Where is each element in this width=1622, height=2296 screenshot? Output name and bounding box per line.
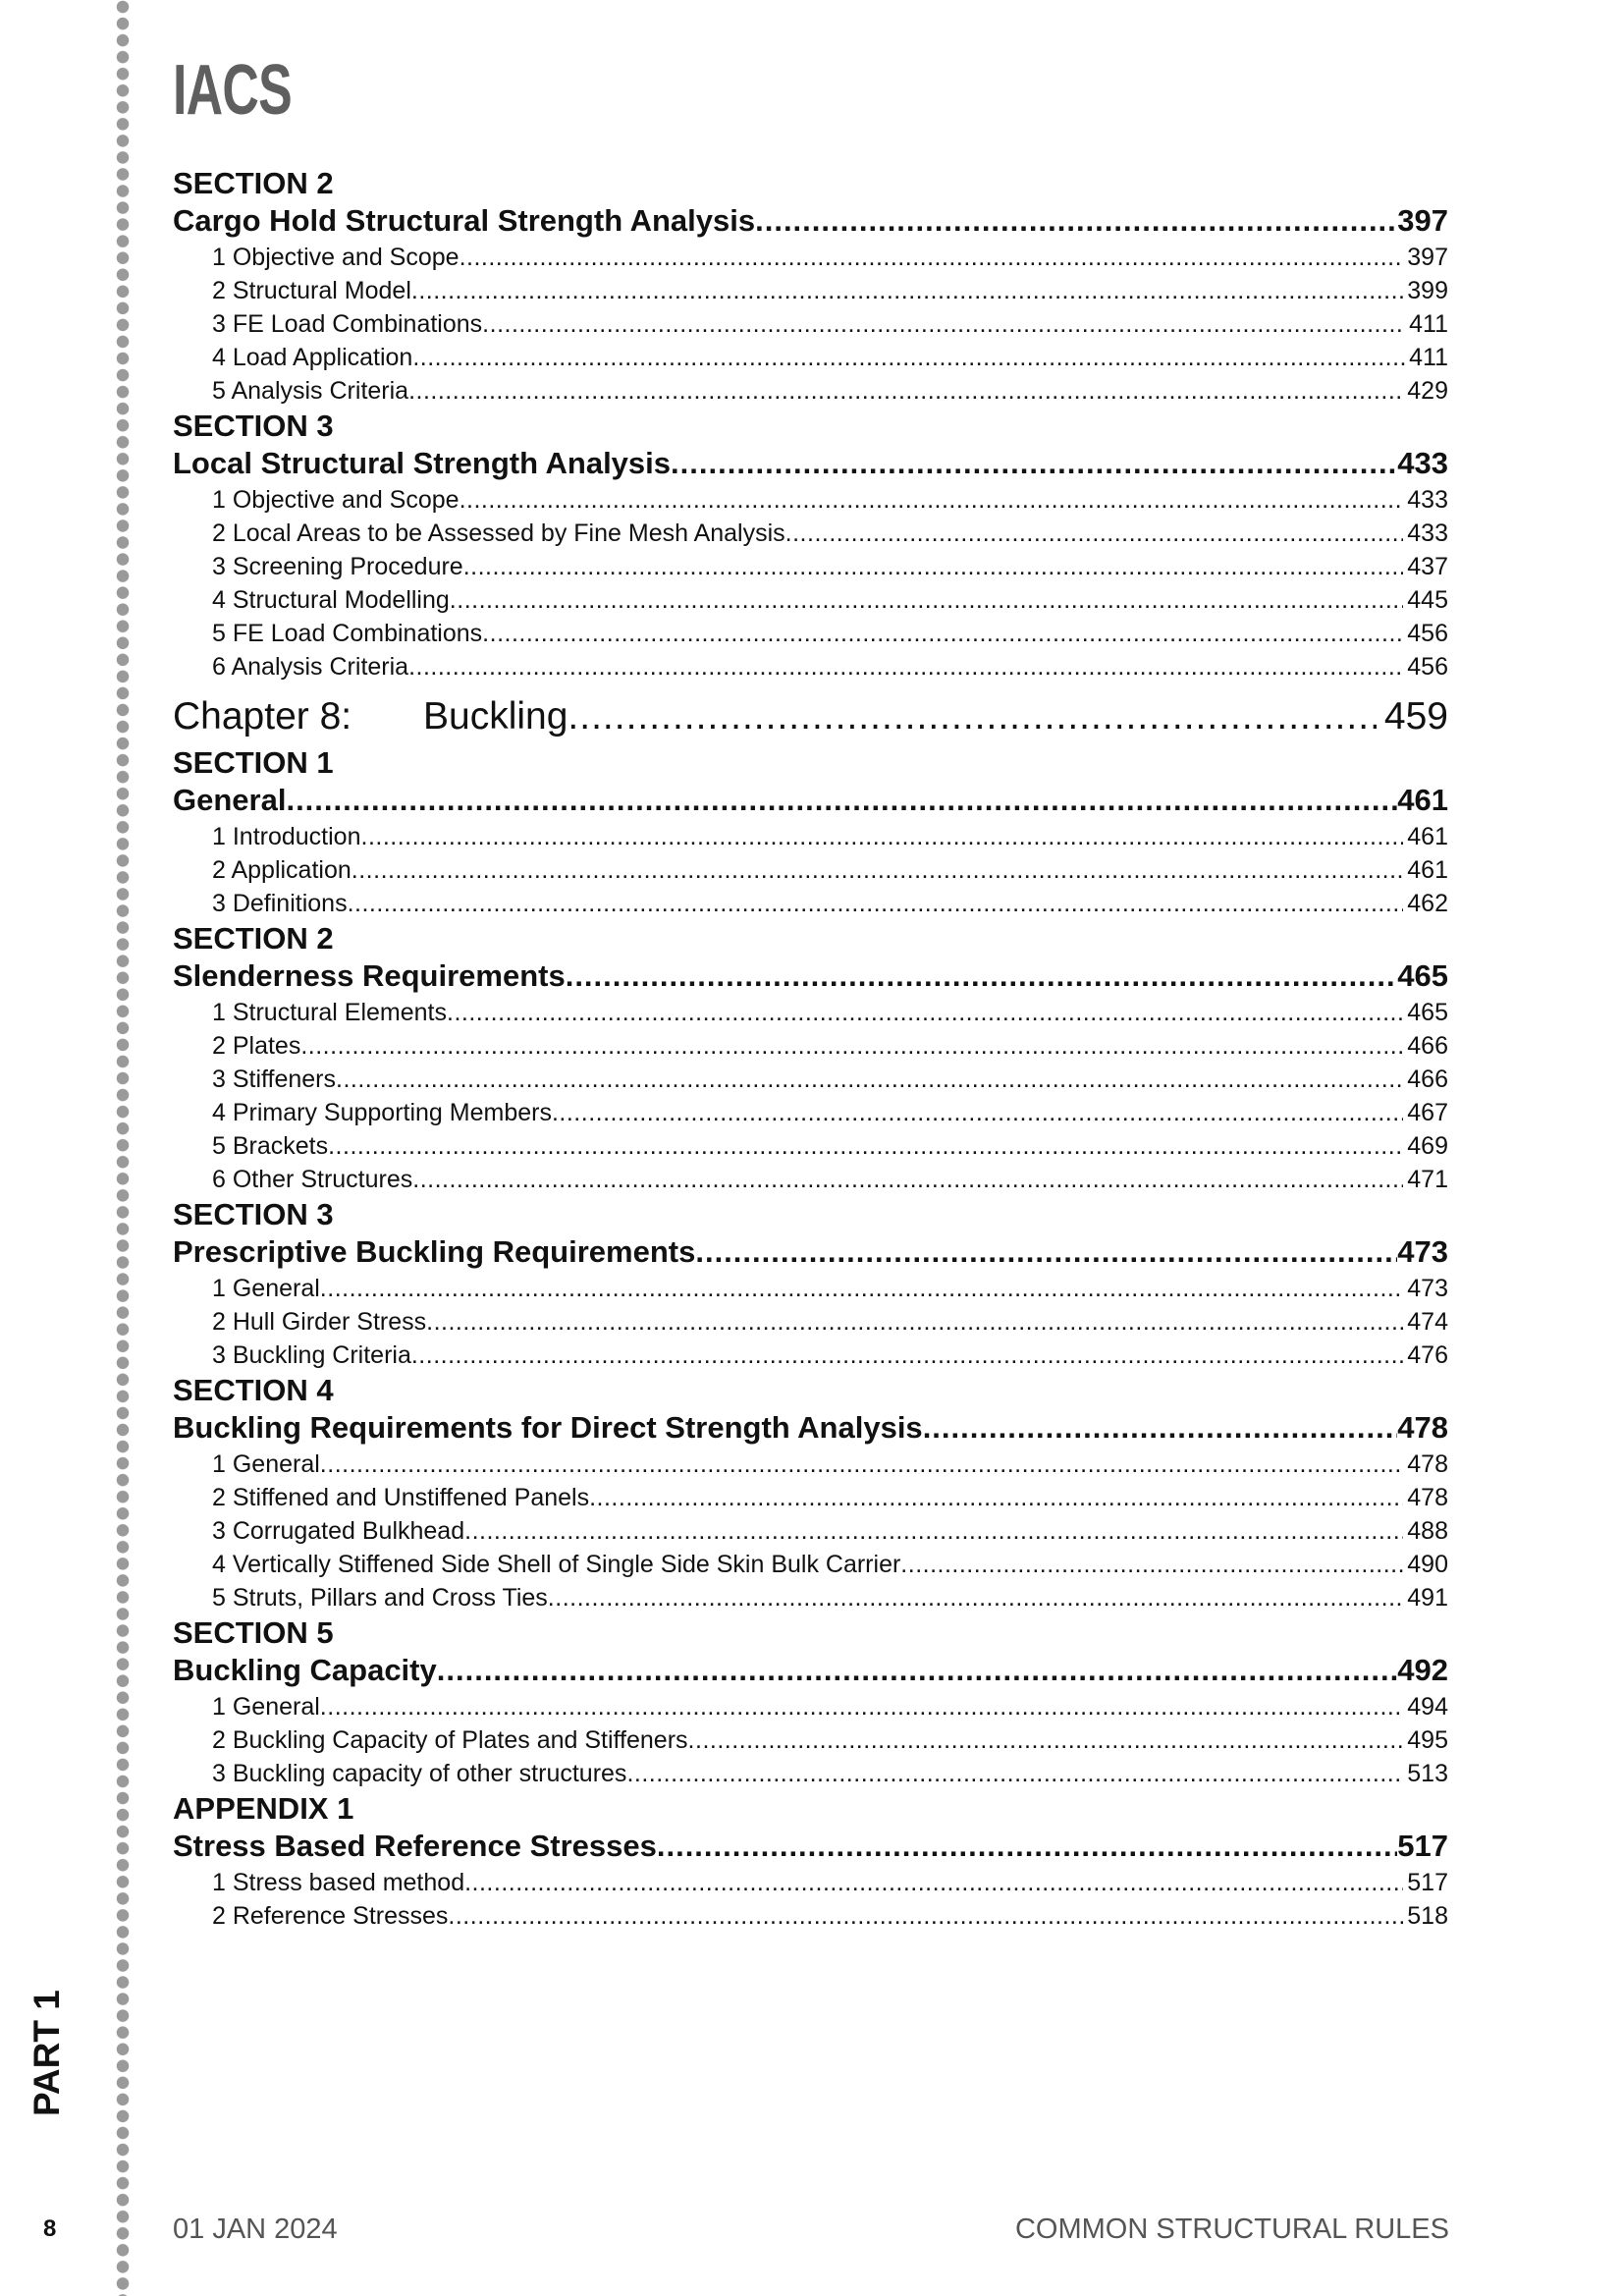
leader-dots [482, 307, 1405, 341]
leader-dots [657, 1827, 1397, 1866]
toc-entry-page: 518 [1407, 1902, 1448, 1930]
page-number: 8 [43, 2215, 57, 2242]
footer-title: COMMON STRUCTURAL RULES [1014, 2214, 1449, 2245]
toc-entry-text: 3 Buckling Criteria [212, 1341, 411, 1369]
section-title: Prescriptive Buckling Requirements [173, 1234, 696, 1269]
section-label: APPENDIX 1 [173, 1791, 354, 1826]
section-label: SECTION 1 [173, 745, 334, 780]
toc-entry-text: 4 Primary Supporting Members [212, 1099, 552, 1126]
toc-entry-text: 5 FE Load Combinations [212, 620, 483, 647]
leader-dots [566, 957, 1398, 996]
leader-dots [450, 583, 1403, 617]
toc-entry-text: 2 Plates [212, 1032, 301, 1060]
toc-entry[interactable] [173, 1481, 1448, 1514]
leader-dots [923, 1408, 1398, 1448]
toc-entry[interactable] [173, 1514, 1448, 1548]
toc-entry[interactable] [173, 650, 1448, 683]
section-title-row[interactable] [173, 1651, 1448, 1690]
toc-chapter-heading[interactable] [173, 693, 1448, 740]
toc-entry-text: 1 Objective and Scope [212, 486, 460, 514]
leader-dots [348, 887, 1404, 920]
toc-entry-text: 3 Screening Procedure [212, 553, 463, 580]
part-label: PART 1 [27, 1990, 67, 2116]
toc-entry[interactable] [173, 1581, 1448, 1614]
section-page: 473 [1397, 1234, 1448, 1269]
toc-entry-page: 461 [1407, 823, 1448, 850]
section-page: 517 [1397, 1829, 1448, 1863]
toc-entry-text: 4 Vertically Stiffened Side Shell of Single Side Skin Bulk Carrier [212, 1551, 901, 1578]
toc-entry[interactable] [173, 1096, 1448, 1129]
leader-dots [482, 617, 1403, 650]
toc-entry-text: 5 Analysis Criteria [212, 377, 409, 405]
toc-entry-text: 2 Local Areas to be Assessed by Fine Mesh Analysis [212, 519, 785, 547]
toc-entry-text: 1 General [212, 1450, 320, 1478]
toc-entry[interactable] [173, 307, 1448, 341]
toc-entry-text: 1 General [212, 1275, 320, 1302]
toc-entry[interactable] [173, 1448, 1448, 1481]
toc-entry-text: 2 Structural Model [212, 277, 411, 304]
section-title: General [173, 783, 287, 817]
section-title: Buckling Requirements for Direct Strength Analysis [173, 1410, 923, 1445]
leader-dots [408, 374, 1403, 408]
toc-entry-text: 5 Brackets [212, 1132, 329, 1160]
toc-entry-page: 461 [1407, 856, 1448, 884]
section-page: 461 [1397, 783, 1448, 817]
toc-entry-text: 3 FE Load Combinations [212, 310, 483, 338]
toc-entry-page: 476 [1407, 1341, 1448, 1369]
toc-entry-page: 411 [1409, 310, 1448, 338]
toc-entry-page: 437 [1407, 553, 1448, 580]
section-page: 397 [1397, 203, 1448, 238]
leader-dots [671, 444, 1397, 483]
toc-entry[interactable] [173, 1899, 1448, 1933]
toc-entry-text: 1 General [212, 1693, 320, 1721]
toc-chapter-8-sections [173, 744, 1448, 1933]
toc-entry-page: 488 [1407, 1517, 1448, 1545]
table-of-contents [173, 165, 1448, 1933]
section-title-row[interactable] [173, 1408, 1448, 1448]
section-label: SECTION 2 [173, 921, 334, 956]
leader-dots [626, 1757, 1403, 1790]
toc-entry[interactable] [173, 1548, 1448, 1581]
toc-entry-page: 471 [1407, 1166, 1448, 1193]
toc-entry[interactable] [173, 241, 1448, 274]
toc-entry-text: 6 Analysis Criteria [212, 653, 409, 681]
toc-entry-text: 2 Buckling Capacity of Plates and Stiffeners [212, 1726, 688, 1754]
toc-chapter-7-tail [173, 165, 1448, 683]
toc-entry[interactable] [173, 617, 1448, 650]
toc-entry[interactable] [173, 996, 1448, 1029]
toc-entry-text: 6 Other Structures [212, 1166, 413, 1193]
leader-dots [447, 996, 1403, 1029]
toc-entry[interactable] [173, 820, 1448, 853]
leader-dots [464, 1514, 1403, 1548]
toc-entry-page: 467 [1407, 1099, 1448, 1126]
section-title-row[interactable] [173, 201, 1448, 241]
chapter-title: Buckling [423, 695, 568, 738]
section-title: Buckling Capacity [173, 1653, 437, 1687]
toc-entry-text: 2 Stiffened and Unstiffened Panels [212, 1484, 590, 1511]
leader-dots [336, 1063, 1403, 1096]
section-label: SECTION 3 [173, 1197, 334, 1231]
toc-entry-text: 4 Load Application [212, 344, 413, 371]
section-label: SECTION 2 [173, 166, 334, 200]
leader-dots [448, 1899, 1403, 1933]
toc-entry[interactable] [173, 1866, 1448, 1899]
leader-dots [460, 241, 1404, 274]
toc-entry[interactable] [173, 1129, 1448, 1163]
leader-dots [426, 1305, 1403, 1339]
section-page: 465 [1397, 958, 1448, 993]
section-page: 433 [1397, 446, 1448, 480]
toc-entry-page: 456 [1407, 620, 1448, 647]
leader-dots [463, 550, 1404, 583]
toc-entry-text: 3 Stiffeners [212, 1066, 337, 1093]
section-title: Local Structural Strength Analysis [173, 446, 672, 480]
toc-entry[interactable] [173, 1690, 1448, 1723]
section-title: Slenderness Requirements [173, 958, 566, 993]
toc-entry[interactable] [173, 1163, 1448, 1196]
section-title: Stress Based Reference Stresses [173, 1829, 657, 1863]
toc-entry-page: 474 [1407, 1308, 1448, 1336]
toc-entry-page: 465 [1407, 999, 1448, 1026]
leader-dots [589, 1481, 1403, 1514]
section-label: SECTION 3 [173, 409, 334, 443]
leader-dots [411, 1339, 1403, 1372]
toc-entry-page: 469 [1407, 1132, 1448, 1160]
toc-entry[interactable] [173, 374, 1448, 408]
leader-dots [900, 1548, 1403, 1581]
leader-dots [328, 1129, 1403, 1163]
leader-dots [568, 693, 1377, 740]
toc-entry-page: 462 [1407, 890, 1448, 917]
section-page: 492 [1397, 1653, 1448, 1687]
section-label: SECTION 5 [173, 1615, 334, 1650]
toc-entry[interactable] [173, 483, 1448, 517]
section-title-row[interactable] [173, 1827, 1448, 1866]
toc-entry[interactable] [173, 1339, 1448, 1372]
toc-entry-page: 494 [1407, 1693, 1448, 1721]
leader-dots [300, 1029, 1403, 1063]
leader-dots [351, 853, 1404, 887]
section-title-row[interactable] [173, 444, 1448, 483]
toc-entry-page: 478 [1407, 1484, 1448, 1511]
toc-entry[interactable] [173, 583, 1448, 617]
toc-entry-page: 445 [1407, 586, 1448, 614]
toc-entry[interactable] [173, 1723, 1448, 1757]
leader-dots [464, 1866, 1403, 1899]
leader-dots [408, 650, 1403, 683]
toc-entry-text: 1 Structural Elements [212, 999, 447, 1026]
toc-entry-text: 2 Hull Girder Stress [212, 1308, 427, 1336]
toc-entry[interactable] [173, 1063, 1448, 1096]
toc-entry-text: 3 Definitions [212, 890, 348, 917]
toc-entry-page: 466 [1407, 1066, 1448, 1093]
toc-entry-page: 411 [1409, 344, 1448, 371]
leader-dots [320, 1690, 1403, 1723]
section-label: SECTION 4 [173, 1373, 334, 1407]
leader-dots [411, 274, 1403, 307]
leader-dots [548, 1581, 1403, 1614]
leader-dots [320, 1272, 1403, 1305]
section-title-row[interactable] [173, 781, 1448, 820]
leader-dots [412, 341, 1405, 374]
toc-entry[interactable] [173, 1272, 1448, 1305]
leader-dots [437, 1651, 1398, 1690]
toc-entry-text: 2 Application [212, 856, 351, 884]
footer-date: 01 JAN 2024 [173, 2214, 338, 2245]
toc-entry-page: 517 [1407, 1869, 1448, 1896]
toc-entry-page: 513 [1407, 1760, 1448, 1787]
toc-entry-text: 4 Structural Modelling [212, 586, 450, 614]
toc-entry[interactable] [173, 274, 1448, 307]
toc-entry-page: 466 [1407, 1032, 1448, 1060]
chapter-number: Chapter 8: [173, 695, 352, 738]
toc-entry[interactable] [173, 341, 1448, 374]
section-title-row[interactable] [173, 957, 1448, 996]
leader-dots [286, 781, 1397, 820]
toc-entry-text: 1 Stress based method [212, 1869, 465, 1896]
toc-entry[interactable] [173, 550, 1448, 583]
leader-dots [695, 1232, 1397, 1272]
toc-entry[interactable] [173, 1305, 1448, 1339]
leader-dots [688, 1723, 1404, 1757]
chapter-page: 459 [1383, 695, 1448, 738]
toc-entry-page: 429 [1407, 377, 1448, 405]
toc-entry-text: 3 Buckling capacity of other structures [212, 1760, 627, 1787]
toc-entry-text: 1 Objective and Scope [212, 244, 460, 271]
binding-dots [116, 0, 130, 2296]
toc-entry-page: 399 [1407, 277, 1448, 304]
toc-entry-text: 5 Struts, Pillars and Cross Ties [212, 1584, 548, 1612]
section-title: Cargo Hold Structural Strength Analysis [173, 203, 756, 238]
leader-dots [785, 517, 1404, 550]
toc-entry[interactable] [173, 1757, 1448, 1790]
toc-entry-page: 490 [1407, 1551, 1448, 1578]
toc-entry-page: 456 [1407, 653, 1448, 681]
toc-entry-text: 3 Corrugated Bulkhead [212, 1517, 465, 1545]
toc-entry-page: 491 [1407, 1584, 1448, 1612]
leader-dots [412, 1163, 1403, 1196]
leader-dots [460, 483, 1404, 517]
toc-entry-text: 2 Reference Stresses [212, 1902, 449, 1930]
iacs-logo: IACS [173, 51, 292, 130]
section-page: 478 [1397, 1410, 1448, 1445]
toc-entry-page: 473 [1407, 1275, 1448, 1302]
toc-entry-page: 478 [1407, 1450, 1448, 1478]
toc-entry-page: 495 [1407, 1726, 1448, 1754]
toc-entry-text: 1 Introduction [212, 823, 361, 850]
leader-dots [361, 820, 1404, 853]
leader-dots [755, 201, 1397, 241]
toc-entry[interactable] [173, 853, 1448, 887]
section-title-row[interactable] [173, 1232, 1448, 1272]
toc-entry-page: 433 [1407, 486, 1448, 514]
toc-entry[interactable] [173, 517, 1448, 550]
leader-dots [320, 1448, 1403, 1481]
toc-entry[interactable] [173, 1029, 1448, 1063]
toc-entry[interactable] [173, 887, 1448, 920]
toc-entry-page: 433 [1407, 519, 1448, 547]
toc-entry-page: 397 [1407, 244, 1448, 271]
leader-dots [552, 1096, 1403, 1129]
